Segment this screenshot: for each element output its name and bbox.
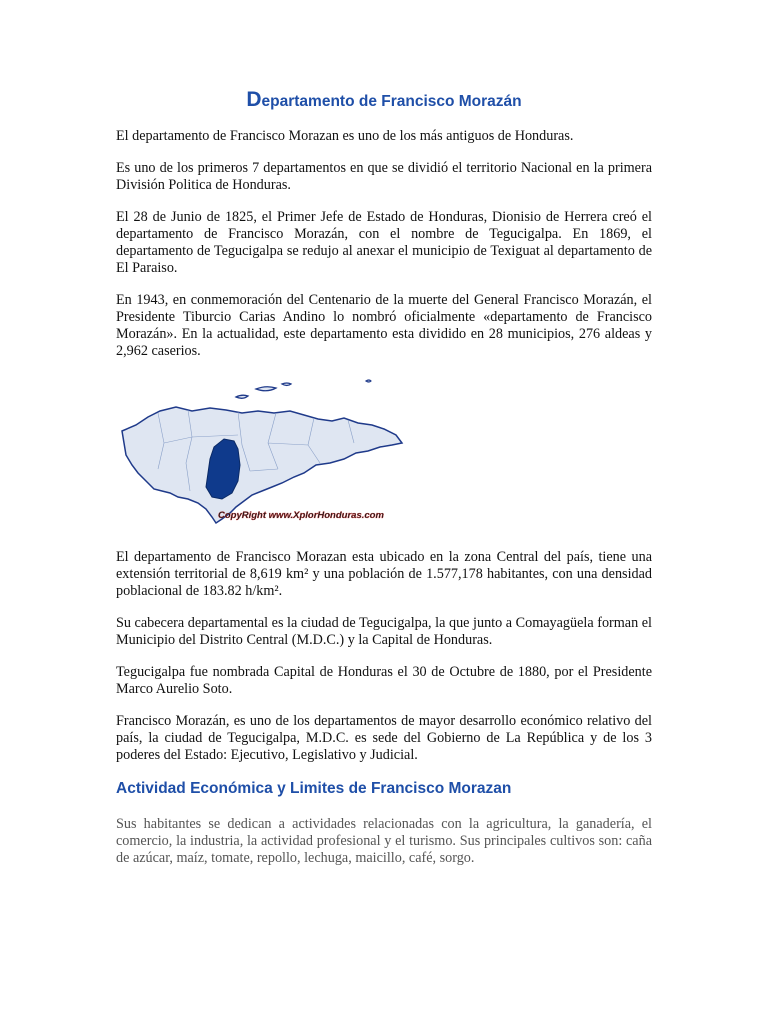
honduras-map: [118, 373, 408, 533]
bay-island-2: [256, 387, 276, 391]
honduras-map-svg: [118, 373, 408, 533]
map-watermark-text: CopyRight www.XplorHonduras.com: [218, 510, 384, 521]
swan-island: [366, 380, 371, 382]
paragraph-intro: El departamento de Francisco Morazan es uno de los más antiguos de Honduras.: [116, 128, 574, 144]
paragraph-development: Francisco Morazán, es uno de los departamentos de mayor desarrollo económico relativo del país, la ciudad de Tegucigalpa, M.D.C. es sede del Gobierno de La República y de los 3 poderes del Estado: Ejecutivo, Legislativo y Judicial.: [116, 713, 652, 763]
country-outline: [122, 407, 402, 523]
map-watermark: [218, 510, 384, 521]
bay-island-3: [282, 383, 291, 386]
paragraph-history-1825: El 28 de Junio de 1825, el Primer Jefe de Estado de Honduras, Dionisio de Herrera creó el departamento de Francisco Morazán, con el nombre de Tegucigalpa. En 1869, el departamento de Tegucigalpa se redujo al anexar el municipio de Texiguat al departamento de El Paraiso.: [116, 209, 652, 276]
page-title-initial: D: [246, 88, 262, 111]
paragraph-divisions: Es uno de los primeros 7 departamentos en que se dividió el territorio Nacional en la primera División Politica de Honduras.: [116, 160, 652, 193]
paragraph-location: El departamento de Francisco Morazan esta ubicado en la zona Central del país, tiene una extensión territorial de 8,619 km² y una población de 1.577,178 habitantes, con una densidad poblacional de 183.82 h/km².: [116, 549, 652, 599]
bay-island-1: [236, 395, 248, 398]
section-heading-economy: Actividad Económica y Limites de Francisco Morazan: [116, 780, 512, 797]
document-page: [116, 88, 652, 882]
paragraph-economy: Sus habitantes se dedican a actividades relacionadas con la agricultura, la ganadería, el comercio, la industria, la actividad profesional y el turismo. Sus principales cultivos son: caña de azúcar, maíz, tomate, repollo, lechuga, maicillo, café, sorgo.: [116, 816, 652, 866]
paragraph-history-1943: En 1943, en conmemoración del Centenario de la muerte del General Francisco Morazán, el Presidente Tiburcio Carias Andino lo nombró oficialmente «departamento de Francisco Morazán». En la actualidad, este departamento esta dividido en 28 municipios, 276 aldeas y 2,962 caserios.: [116, 292, 652, 359]
paragraph-capital: Su cabecera departamental es la ciudad de Tegucigalpa, la que junto a Comayagüela forman el Municipio del Distrito Central (M.D.C.) y la Capital de Honduras.: [116, 615, 652, 648]
page-title-rest: epartamento de Francisco Morazán: [261, 93, 522, 110]
page-title: [116, 88, 652, 114]
paragraph-capital-date: Tegucigalpa fue nombrada Capital de Honduras el 30 de Octubre de 1880, por el Presidente Marco Aurelio Soto.: [116, 664, 652, 697]
